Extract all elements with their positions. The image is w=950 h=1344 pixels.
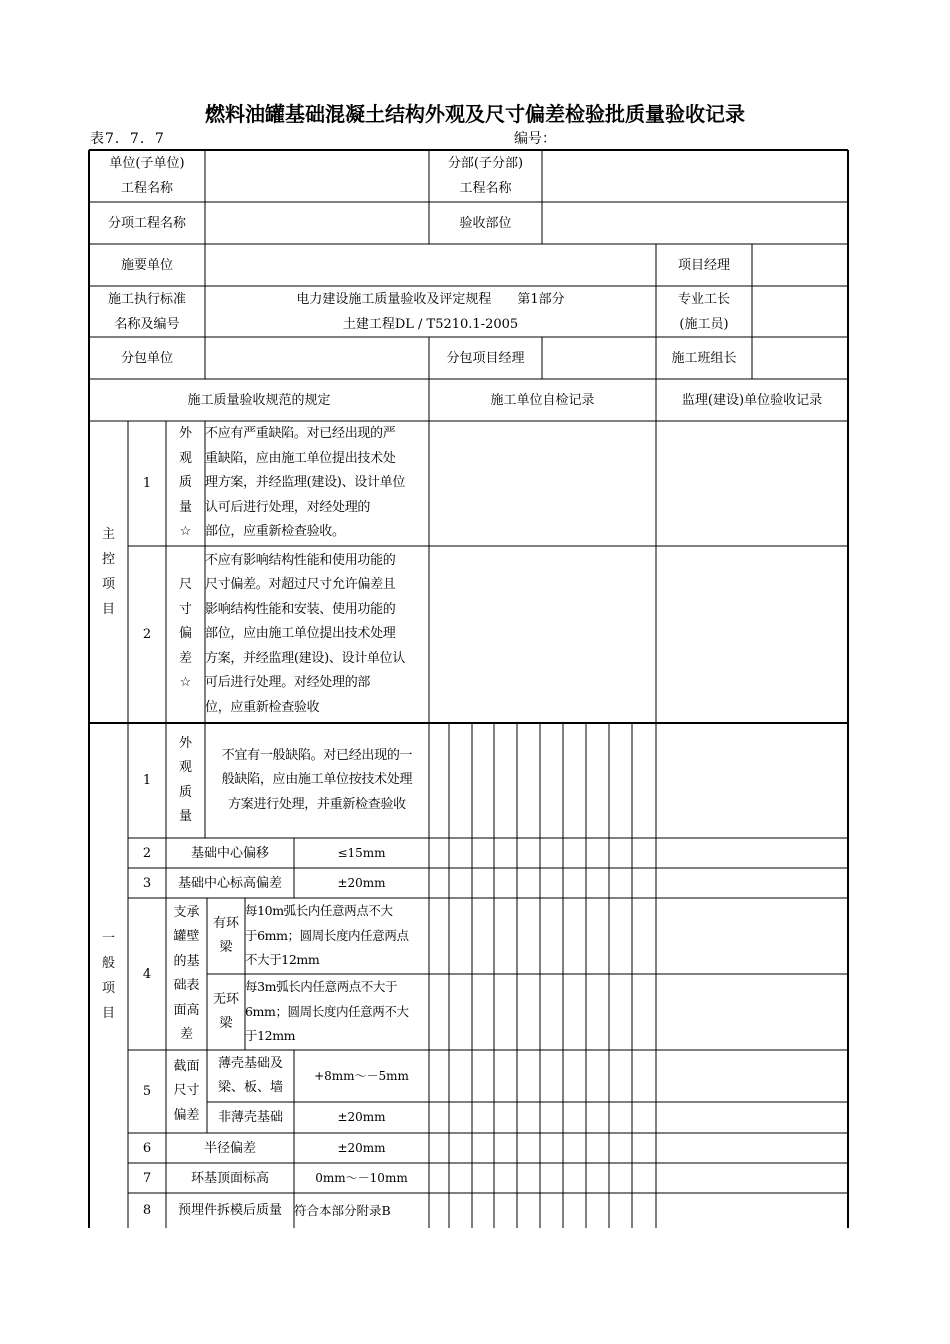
main-item-2-text: 不应有影响结构性能和使用功能的 尺寸偏差。对超过尺寸允许偏差且 影响结构性能和安装、使用功能的 部位，应由施工单位提出技术处理 方案，并经监理(建设)、设计单位认 可后进行处理。对经处理的部 位，应重新检查验收 bbox=[205, 552, 406, 715]
main-item-2-name: 尺 寸 偏 差 ☆ bbox=[178, 577, 192, 691]
spec-column-header: 施工质量验收规范的规定 bbox=[187, 392, 331, 408]
general-item-3-name: 基础中心标高偏差 bbox=[177, 875, 282, 891]
general-item-5-sub-a: 薄壳基础及 梁、板、墙 bbox=[217, 1055, 283, 1095]
general-item-7-value: 0mm～－10mm bbox=[315, 1170, 408, 1185]
team-leader-label: 施工班组长 bbox=[671, 350, 737, 366]
general-item-2-name: 基础中心偏移 bbox=[190, 845, 269, 861]
main-items-label: 主 控 项 目 bbox=[101, 527, 115, 617]
general-item-8-value: 符合本部分附录B bbox=[294, 1203, 391, 1218]
general-item-4-name: 支承 罐壁 的基 础表 面高 差 bbox=[173, 904, 200, 1042]
general-item-5-value-b: ±20mm bbox=[337, 1110, 386, 1124]
general-item-1-name: 外 观 质 量 bbox=[178, 735, 192, 824]
contractor-label: 施要单位 bbox=[120, 257, 173, 273]
general-item-4-sub-a: 有环 梁 bbox=[212, 915, 239, 955]
general-item-4-text-a: 每10m弧长内任意两点不大 于6mm；圆周长度内任意两点 不大于12mm bbox=[245, 903, 409, 968]
division-name-label: 分部(子分部) 工程名称 bbox=[447, 156, 524, 196]
general-item-7-number: 7 bbox=[142, 1170, 152, 1186]
page-title: 燃料油罐基础混凝土结构外观及尺寸偏差检验批质量验收记录 bbox=[205, 102, 745, 126]
acceptance-part-label: 验收部位 bbox=[459, 215, 512, 231]
main-item-1-text: 不应有严重缺陷。对已经出现的严 重缺陷，应由施工单位提出技术处 理方案，并经监理(建设)、设计单位 认可后进行处理，对经处理的 部位，应重新检查验收。 bbox=[205, 426, 406, 540]
general-item-5-sub-b: 非薄壳基础 bbox=[217, 1110, 283, 1125]
general-item-6-value: ±20mm bbox=[337, 1140, 386, 1155]
standard-label: 施工执行标准 名称及编号 bbox=[107, 291, 186, 332]
serial-number-label: 编号： bbox=[514, 131, 556, 147]
general-item-4-text-b: 每3m弧长内任意两点不大于 6mm；圆周长度内任意两不大 于12mm bbox=[245, 979, 409, 1044]
general-item-1-text: 不宜有一般缺陷。对已经出现的一 般缺陷，应由施工单位按技术处理 方案进行处理，并重新检查验收 bbox=[221, 747, 413, 812]
subitem-name-label: 分项工程名称 bbox=[107, 215, 186, 231]
subcontractor-label: 分包单位 bbox=[120, 350, 173, 366]
general-item-4-sub-b: 无环 梁 bbox=[212, 991, 239, 1031]
general-item-8-name: 预埋件拆模后质量 bbox=[177, 1203, 282, 1218]
main-item-1-name: 外 观 质 量 ☆ bbox=[178, 426, 192, 540]
general-item-8-number: 8 bbox=[142, 1203, 152, 1218]
general-item-5-value-a: +8mm～－5mm bbox=[314, 1068, 409, 1083]
general-items-label: 一 般 项 目 bbox=[101, 930, 115, 1021]
general-item-7-name: 环基顶面标高 bbox=[190, 1170, 269, 1186]
form-number: 表7．7．7 bbox=[90, 131, 165, 147]
general-item-3-value: ±20mm bbox=[337, 875, 386, 890]
general-item-6-name: 半径偏差 bbox=[203, 1140, 256, 1156]
general-item-6-number: 6 bbox=[142, 1140, 152, 1156]
general-item-5-name: 截面 尺寸 偏差 bbox=[173, 1058, 200, 1123]
general-item-2-number: 2 bbox=[142, 845, 152, 861]
project-manager-label: 项目经理 bbox=[677, 257, 730, 273]
main-item-2-number: 2 bbox=[142, 627, 152, 642]
standard-value: 电力建设施工质量验收及评定规程 第1部分 土建工程DL / T5210.1-2005 bbox=[296, 291, 565, 332]
unit-name-label: 单位(子单位) 工程名称 bbox=[109, 156, 185, 196]
general-item-5-number: 5 bbox=[142, 1084, 152, 1099]
general-item-2-value: ≤15mm bbox=[337, 845, 386, 860]
general-item-4-number: 4 bbox=[142, 966, 152, 982]
general-item-1-number: 1 bbox=[142, 773, 152, 788]
supervision-column-header: 监理(建设)单位验收记录 bbox=[681, 392, 823, 408]
sub-pm-label: 分包项目经理 bbox=[446, 350, 525, 366]
main-item-1-number: 1 bbox=[142, 476, 152, 491]
foreman-label: 专业工长 (施工员) bbox=[677, 291, 730, 332]
general-item-3-number: 3 bbox=[142, 875, 152, 891]
self-check-column-header: 施工单位自检记录 bbox=[490, 392, 595, 408]
